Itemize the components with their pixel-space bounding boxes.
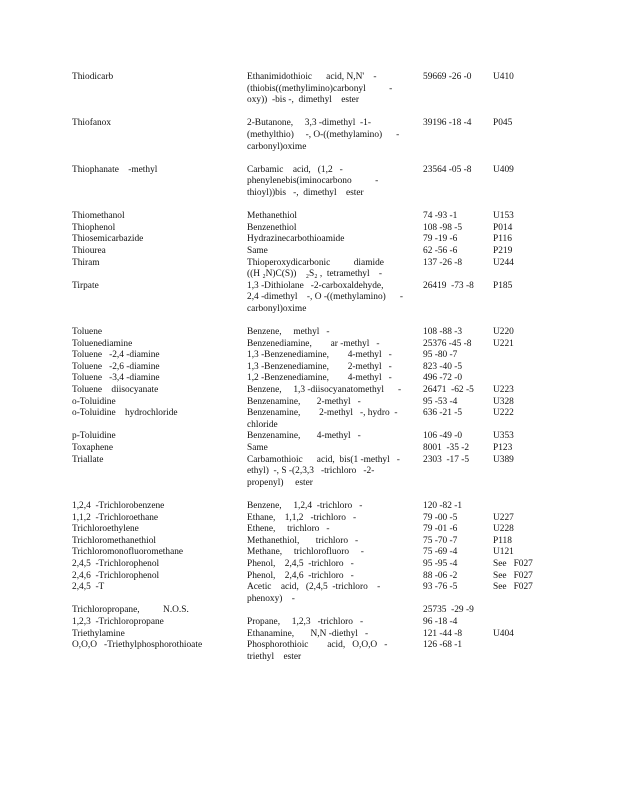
chemical-name: Thiodicarb — [72, 72, 114, 82]
chemical-description: 1,3 -Benzenediamine, 2-methyl - — [247, 361, 392, 372]
chemical-description: Benzenediamine, ar -methyl - — [247, 338, 380, 349]
waste-code: U221 — [493, 338, 514, 349]
waste-code: P185 — [493, 280, 513, 291]
waste-code: P123 — [493, 443, 513, 453]
table-row — [72, 559, 543, 571]
chemical-name: Thiosemicarbazide — [72, 234, 144, 245]
cas-number: 26471 -62 -5 — [423, 385, 474, 396]
chemical-description: Methanethiol, trichloro - — [247, 535, 359, 546]
cas-number: 95 -95 -4 — [423, 558, 458, 569]
table-row — [72, 397, 543, 409]
table-row — [72, 513, 543, 525]
waste-code — [493, 640, 543, 663]
cas-number: 75 -70 -7 — [423, 535, 458, 546]
chemical-description: Phenol, 2,4,6 -trichloro - — [247, 570, 354, 581]
table-row — [72, 246, 543, 258]
chemical-description: Phenol, 2,4,5 -trichloro - — [247, 558, 354, 569]
table-row — [72, 431, 543, 443]
cas-number: 108 -88 -3 — [423, 327, 463, 338]
chemical-name: Toluene -2,4 -diamine — [72, 350, 160, 361]
table-row — [72, 223, 543, 235]
cas-number: 496 -72 -0 — [423, 373, 463, 384]
chemical-description: Benzenamine, 2-methyl - — [247, 396, 361, 407]
waste-code — [493, 362, 543, 374]
cas-number: 121 -44 -8 — [423, 628, 463, 639]
table-row — [72, 443, 543, 455]
waste-code: U404 — [493, 628, 514, 639]
waste-code: U228 — [493, 524, 514, 535]
chemical-description: Benzenamine, 2-methyl -, hydro - chloride — [247, 408, 398, 430]
cas-number: 88 -06 -2 — [423, 570, 458, 581]
chemical-name: Triethylamine — [72, 628, 125, 639]
cas-number: 26419 -73 -8 — [423, 280, 474, 291]
cas-number: 75 -69 -4 — [423, 547, 458, 558]
chemical-name: Thiomethanol — [72, 211, 125, 222]
cas-number: 106 -49 -0 — [423, 431, 463, 442]
waste-code: U353 — [493, 431, 514, 442]
waste-code: See F027 — [493, 582, 533, 593]
table-row — [72, 524, 543, 536]
waste-code: U153 — [493, 211, 514, 222]
chemical-name: o-Toluidine hydrochloride — [72, 408, 178, 419]
waste-code: U220 — [493, 327, 514, 338]
chemical-name: Toluenediamine — [72, 338, 133, 349]
table-row — [72, 258, 543, 281]
table-row — [72, 640, 543, 663]
chemical-name: Toluene — [72, 327, 103, 338]
chemical-name: 1,2,3 -Trichloropropane — [72, 616, 164, 627]
cas-number: 2303 -17 -5 — [423, 454, 470, 465]
chemical-description: Same — [247, 443, 268, 453]
waste-code — [493, 605, 543, 617]
table-row — [72, 211, 543, 223]
chemical-description: Same — [247, 245, 268, 256]
chemical-description: Benzene, methyl - — [247, 327, 330, 338]
chemical-name: Tirpate — [72, 280, 99, 291]
chemical-name: p-Toluidine — [72, 431, 116, 442]
chemical-name: 2,4,6 -Trichlorophenol — [72, 570, 160, 581]
waste-code: P118 — [493, 535, 512, 546]
chemical-description: Acetic acid, (2,4,5 -trichloro - phenoxy) - — [247, 582, 381, 604]
chemical-description: Ethane, 1,1,2 -trichloro - — [247, 512, 357, 523]
table-row — [72, 362, 543, 374]
cas-number: 95 -80 -7 — [423, 350, 458, 361]
chemical-name: Trichloropropane, N.O.S. — [72, 605, 189, 616]
waste-code: U244 — [493, 257, 514, 268]
chemical-name: Trichloromonofluoromethane — [72, 547, 184, 558]
chemical-name: Toxaphene — [72, 443, 113, 453]
cas-number: 823 -40 -5 — [423, 361, 463, 372]
table-row — [72, 536, 543, 548]
cas-number: 62 -56 -6 — [423, 245, 458, 256]
waste-code: U410 — [493, 72, 514, 82]
table-row — [72, 373, 543, 385]
cas-number: 25376 -45 -8 — [423, 338, 472, 349]
chemical-name: 1,1,2 -Trichloroethane — [72, 512, 159, 523]
chemical-description: Benzenamine, 4-methyl - — [247, 431, 361, 442]
chemical-description: Ethene, trichloro - — [247, 524, 330, 535]
table-row — [72, 327, 543, 339]
cas-number: 79 -00 -5 — [423, 512, 458, 523]
waste-code: P014 — [493, 222, 513, 233]
chemical-description: Ethanamine, N,N -diethyl - — [247, 628, 369, 639]
cas-number: 79 -01 -6 — [423, 524, 458, 535]
chemical-description: Benzene, 1,2,4 -trichloro - — [247, 500, 363, 511]
chemical-name: 2,4,5 -T — [72, 582, 105, 593]
chemical-name: Toluene diisocyanate — [72, 385, 159, 396]
waste-code — [493, 617, 543, 629]
cas-number: 39196 -18 -4 — [423, 118, 472, 129]
cas-number: 8001 -35 -2 — [423, 443, 470, 453]
chemical-description — [247, 605, 423, 617]
cas-number: 59669 -26 -0 — [423, 72, 472, 82]
waste-code: P045 — [493, 118, 513, 129]
waste-code: U223 — [493, 385, 514, 396]
table-row — [72, 339, 543, 351]
chemical-description: Propane, 1,2,3 -trichloro - — [247, 616, 364, 627]
table-row — [72, 605, 543, 617]
chemical-description: Phosphorothioic acid, O,O,O - triethyl ester — [247, 640, 388, 662]
table-row — [72, 165, 543, 211]
chemical-name: Triallate — [72, 454, 104, 465]
chemical-name: Toluene -2,6 -diamine — [72, 361, 160, 372]
waste-code: U222 — [493, 408, 514, 419]
chemical-name: Thiophenol — [72, 222, 116, 233]
table-row — [72, 629, 543, 641]
chemical-name: O,O,O -Triethylphosphorothioate — [72, 640, 203, 651]
cas-number: 95 -53 -4 — [423, 396, 458, 407]
table-row — [72, 617, 543, 629]
waste-code: U409 — [493, 164, 514, 175]
chemical-description: Ethanimidothioic acid, N,N' - (thiobis((methylimino)carbonyl - oxy)) -bis -, dimethyl ester — [247, 72, 393, 106]
chemical-description: Methanethiol — [247, 211, 297, 222]
table-row — [72, 582, 543, 605]
waste-code: P116 — [493, 234, 512, 245]
chemical-name: Toluene -3,4 -diamine — [72, 373, 160, 384]
waste-code: U389 — [493, 454, 514, 465]
table-row — [72, 234, 543, 246]
chemical-description: Benzenethiol — [247, 222, 297, 233]
chemical-description: Hydrazinecarbothioamide — [247, 234, 345, 245]
table-row — [72, 571, 543, 583]
table-body — [72, 72, 543, 663]
waste-code — [493, 350, 543, 362]
chemical-description: 1,2 -Benzenediamine, 4-methyl - — [247, 373, 392, 384]
cas-number: 636 -21 -5 — [423, 408, 463, 419]
hazardous-waste-table — [72, 72, 543, 663]
waste-code — [493, 373, 543, 385]
cas-number: 79 -19 -6 — [423, 234, 458, 245]
waste-code: See F027 — [493, 558, 533, 569]
chemical-description: Benzene, 1,3 -diisocyanatomethyl - — [247, 385, 402, 396]
cas-number: 74 -93 -1 — [423, 211, 458, 222]
chemical-name: 2,4,5 -Trichlorophenol — [72, 558, 160, 569]
chemical-description: Thioperoxydicarbonic diamide ((H ₂N)C(S)) ₂S₂ , tetramethyl - — [247, 257, 384, 280]
chemical-name: Thiofanox — [72, 118, 112, 129]
waste-code: See F027 — [493, 570, 533, 581]
waste-code: U227 — [493, 512, 514, 523]
table-row — [72, 501, 543, 513]
chemical-description: 1,3 -Dithiolane -2-carboxaldehyde, 2,4 -dimethyl -, O -((methylamino) - carbonyl)oxime — [247, 280, 403, 314]
chemical-name: Trichloroethylene — [72, 524, 139, 535]
waste-code: U328 — [493, 396, 514, 407]
chemical-description: 2-Butanone, 3,3 -dimethyl -1- (methylthio) -, O-((methylamino) - carbonyl)oxime — [247, 118, 400, 152]
waste-code: U121 — [493, 547, 514, 558]
chemical-description: Carbamic acid, (1,2 - phenylenebis(iminocarbono - thioyl))bis -, dimethyl ester — [247, 164, 379, 198]
cas-number: 120 -82 -1 — [423, 500, 463, 511]
cas-number: 93 -76 -5 — [423, 582, 458, 593]
table-row — [72, 385, 543, 397]
cas-number: 23564 -05 -8 — [423, 164, 472, 175]
chemical-name: o-Toluidine — [72, 396, 116, 407]
waste-code — [493, 501, 543, 513]
chemical-description: 1,3 -Benzenediamine, 4-methyl - — [247, 350, 392, 361]
chemical-description: Carbamothioic acid, bis(1 -methyl - ethyl) -, S -(2,3,3 -trichloro -2- propenyl) ester — [247, 454, 400, 488]
table-row — [72, 408, 543, 431]
chemical-name: 1,2,4 -Trichlorobenzene — [72, 500, 165, 511]
table-row — [72, 281, 543, 327]
waste-code: P219 — [493, 245, 513, 256]
cas-number: 108 -98 -5 — [423, 222, 463, 233]
table-row — [72, 118, 543, 164]
table-row — [72, 72, 543, 118]
chemical-name: Thiophanate -methyl — [72, 164, 158, 175]
chemical-name: Thiram — [72, 257, 100, 268]
chemical-name: Thiourea — [72, 245, 106, 256]
table-row — [72, 350, 543, 362]
table-row — [72, 455, 543, 501]
cas-number: 126 -68 -1 — [423, 640, 463, 651]
cas-number: 25735 -29 -9 — [423, 605, 474, 616]
cas-number: 137 -26 -8 — [423, 257, 463, 268]
chemical-description: Methane, trichlorofluoro - — [247, 547, 364, 558]
cas-number: 96 -18 -4 — [423, 616, 458, 627]
chemical-name: Trichloromethanethiol — [72, 535, 157, 546]
table-row — [72, 547, 543, 559]
